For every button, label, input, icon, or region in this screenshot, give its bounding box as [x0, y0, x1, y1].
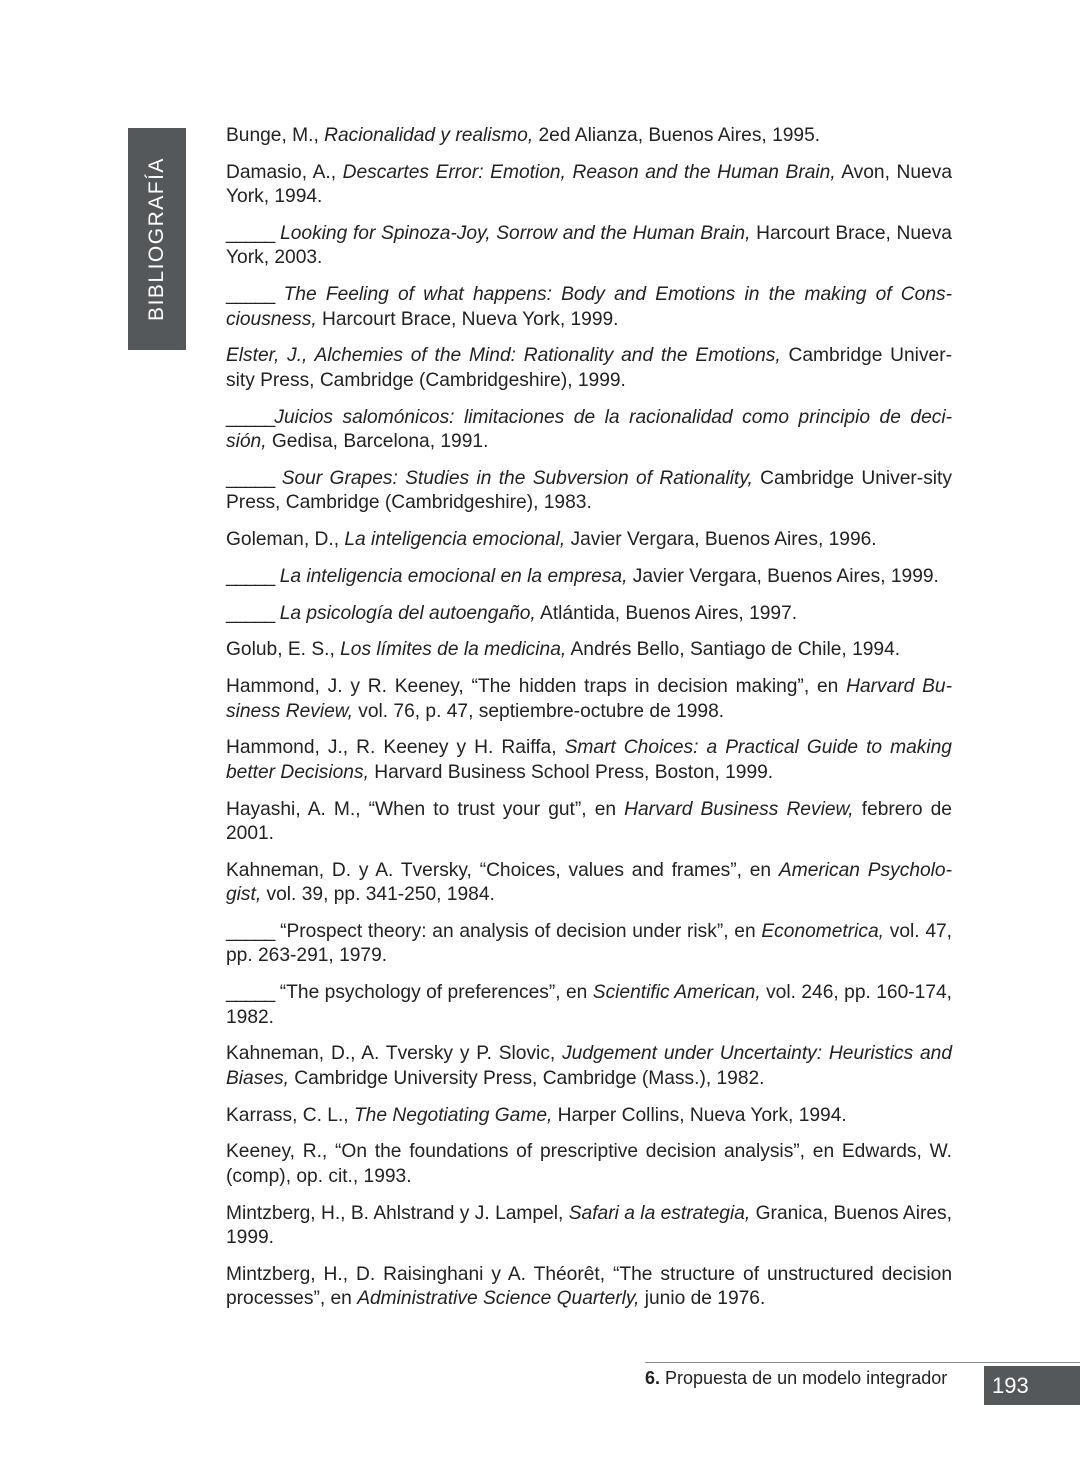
bibliography-entry	[226, 1140, 952, 1189]
bibliography-entry	[226, 283, 952, 332]
bibliography-list	[226, 124, 952, 1324]
entry-text: Harcourt Brace, Nueva York, 1999.	[316, 308, 619, 330]
entry-text: Harcourt Brace, Nueva York, 2003.	[226, 223, 952, 269]
entry-title: Racionalidad y realismo,	[324, 125, 534, 146]
chapter-title: Propuesta de un modelo integrador	[665, 1368, 948, 1388]
entry-text: Kahneman, D., A. Tversky y P. Slovic,	[226, 1043, 563, 1065]
entry-title: Los límites de la medicina,	[340, 639, 567, 661]
footer-divider	[645, 1362, 1080, 1363]
bibliography-entry	[226, 981, 952, 1030]
entry-text: Granica, Buenos Aires, 1999.	[226, 1202, 952, 1249]
bibliography-entry	[226, 124, 952, 148]
entry-text: Gedisa, Barcelona, 1991.	[266, 431, 489, 453]
entry-title: Juicios salomónicos: limitaciones de la racionalidad como principio de deci-sión,	[226, 406, 952, 453]
entry-text: Hayashi, A. M., “When to trust your gut”, en	[226, 798, 625, 820]
entry-text	[274, 468, 281, 489]
bibliography-entry	[226, 1202, 952, 1251]
bibliography-entry	[226, 161, 952, 210]
bibliography-entry	[226, 1263, 952, 1312]
bibliography-entry	[226, 675, 952, 724]
bibliography-entry	[226, 467, 952, 516]
entry-title: Looking for Spinoza-Joy, Sorrow and the Human Brain,	[280, 223, 751, 244]
entry-title: Sour Grapes: Studies in the Subversion of Rationality,	[281, 467, 753, 489]
entry-text: Harvard Business School Press, Boston, 1999.	[368, 761, 774, 783]
entry-title: Harvard Bu-siness Review,	[226, 676, 952, 722]
entry-title: Elster, J., Alchemies of the Mind: Rationality and the Emotions,	[226, 345, 781, 367]
entry-text: Hammond, J., R. Keeney y H. Raiffa,	[226, 737, 565, 759]
entry-text: 2ed Alianza, Buenos Aires, 1995.	[533, 125, 821, 146]
entry-text: “The psychology of preferences”, en	[274, 982, 593, 1004]
bibliography-entry	[226, 1042, 952, 1091]
entry-text	[274, 284, 283, 305]
entry-title: Administrative Science Quarterly,	[357, 1288, 640, 1310]
chapter-number: 6.	[645, 1368, 661, 1388]
entry-text: Cambridge University Press, Cambridge (Mass.), 1982.	[288, 1067, 765, 1089]
repeated-author-line: _____	[226, 602, 275, 624]
entry-title: La inteligencia emocional en la empresa,	[279, 565, 628, 587]
entry-text: Mintzberg, H., D. Raisinghani y A. Théorêt, “The structure of unstructured decision processes”, en	[226, 1263, 952, 1310]
bibliography-entry	[226, 736, 952, 785]
entry-title: Safari a la estrategia,	[568, 1202, 751, 1224]
bibliography-entry	[226, 344, 952, 393]
entry-text: Cambridge Univer-sity Press, Cambridge (Cambridgeshire), 1999.	[226, 345, 952, 391]
entry-text: Andrés Bello, Santiago de Chile, 1994.	[566, 639, 901, 661]
entry-text: Javier Vergara, Buenos Aires, 1996.	[565, 529, 877, 551]
entry-title: Econometrica,	[761, 921, 885, 943]
entry-text: “Prospect theory: an analysis of decision under risk”, en	[274, 921, 762, 943]
entry-title: Judgement under Uncertainty: Heuristics and Biases,	[226, 1043, 952, 1089]
entry-title: La psicología del autoengaño,	[279, 602, 536, 624]
entry-text: Goleman, D.,	[226, 529, 345, 551]
entry-title: The Feeling of what happens: Body and Emotions in the making of Cons-ciousness,	[226, 284, 952, 330]
repeated-author-line: _____	[226, 565, 275, 587]
repeated-author-line: _____	[226, 467, 275, 489]
entry-text: Hammond, J. y R. Keeney, “The hidden traps in decision making”, en	[226, 676, 847, 698]
bibliography-entry	[226, 602, 952, 626]
entry-title: Smart Choices: a Practical Guide to making better Decisions,	[226, 737, 952, 783]
bibliography-entry	[226, 1104, 952, 1128]
page-number-badge	[984, 1366, 1080, 1405]
section-tab	[128, 128, 186, 350]
bibliography-entry	[226, 859, 952, 908]
footer-chapter	[645, 1368, 947, 1389]
entry-title: La inteligencia emocional,	[344, 529, 566, 551]
entry-text: Bunge, M.,	[226, 125, 325, 146]
entry-text: Golub, E. S.,	[226, 639, 341, 661]
bibliography-entry	[226, 222, 952, 271]
entry-text: Damasio, A.,	[226, 161, 343, 183]
repeated-author-line: _____	[226, 982, 275, 1004]
entry-text: Harper Collins, Nueva York, 1994.	[552, 1104, 847, 1126]
entry-text: Karrass, C. L.,	[226, 1104, 354, 1126]
repeated-author-line: _____	[226, 284, 275, 306]
entry-text: febrero de 2001.	[226, 798, 952, 845]
entry-text: vol. 76, p. 47, septiembre-octubre de 1998.	[352, 700, 725, 722]
entry-text: Cambridge Univer-sity Press, Cambridge (Cambridgeshire), 1983.	[226, 467, 952, 514]
entry-text: vol. 39, pp. 341-250, 1984.	[261, 884, 495, 906]
bibliography-entry	[226, 798, 952, 847]
entry-text: Mintzberg, H., B. Ahlstrand y J. Lampel,	[226, 1202, 569, 1224]
entry-title: American Psycholo-gist,	[226, 859, 952, 906]
bibliography-entry	[226, 406, 952, 455]
entry-title: Descartes Error: Emotion, Reason and the Human Brain,	[342, 161, 836, 183]
entry-title: The Negotiating Game,	[353, 1104, 553, 1126]
entry-title: Scientific American,	[592, 982, 761, 1004]
entry-text: vol. 246, pp. 160-174, 1982.	[226, 982, 952, 1028]
repeated-author-line: _____	[226, 406, 275, 428]
bibliography-entry	[226, 920, 952, 969]
entry-text: Atlántida, Buenos Aires, 1997.	[535, 602, 798, 624]
entry-text: junio de 1976.	[639, 1288, 766, 1310]
entry-title: Harvard Business Review,	[624, 798, 854, 820]
repeated-author-line: _____	[226, 223, 275, 244]
page-number: 193	[992, 1372, 1029, 1398]
bibliography-entry	[226, 528, 952, 552]
entry-text: Javier Vergara, Buenos Aires, 1999.	[627, 565, 939, 587]
entry-text: vol. 47, pp. 263-291, 1979.	[226, 921, 952, 967]
bibliography-entry	[226, 638, 952, 662]
entry-text: Avon, Nueva York, 1994.	[226, 161, 952, 208]
bibliography-entry	[226, 565, 952, 589]
section-tab-label: BIBLIOGRAFÍA	[145, 157, 168, 321]
entry-text: Keeney, R., “On the foundations of prescriptive decision analysis”, en Edwards, W. (comp), op. cit., 1993.	[226, 1141, 952, 1187]
entry-text: Kahneman, D. y A. Tversky, “Choices, values and frames”, en	[226, 859, 779, 881]
repeated-author-line: _____	[226, 921, 275, 943]
